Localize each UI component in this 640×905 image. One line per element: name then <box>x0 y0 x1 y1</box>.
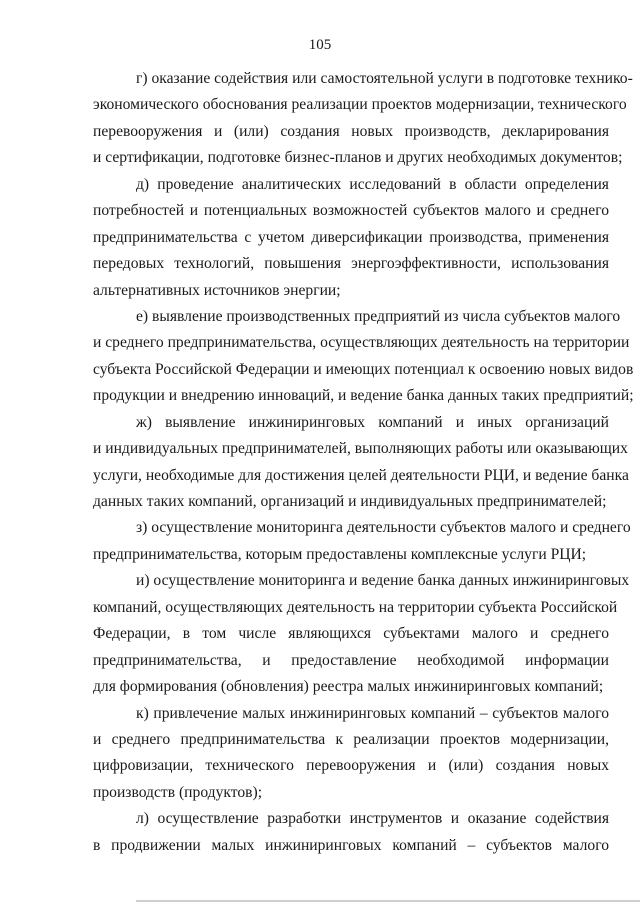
text-line: и) осуществление мониторинга и ведение банка данных инжиниринговых <box>136 572 630 590</box>
paragraph-z <box>93 515 631 568</box>
text-line: передовых технологий, повышения энергоэффективности, использования <box>93 255 609 273</box>
text-line: предпринимательства с учетом диверсификации производства, применения <box>93 228 609 246</box>
paragraph-d <box>93 172 609 304</box>
text-line: е) выявление производственных предприятий из числа субъектов малого <box>136 307 621 325</box>
text-line: продукции и внедрению инноваций, и ведение банка данных таких предприятий; <box>93 387 634 405</box>
paragraph-e <box>93 304 634 410</box>
scan-edge-line <box>136 900 640 902</box>
text-line: и среднего предпринимательства, осуществляющих деятельность на территории <box>93 334 630 352</box>
text-line: з) осуществление мониторинга деятельности субъектов малого и среднего <box>136 519 631 537</box>
text-line: альтернативных источников энергии; <box>93 281 341 299</box>
text-line: потребностей и потенциальных возможностей субъектов малого и среднего <box>93 202 609 220</box>
text-line: ж) выявление инжиниринговых компаний и иных организаций <box>136 413 609 431</box>
text-line: л) осуществление разработки инструментов и оказание содействия <box>136 810 609 828</box>
text-line: производств (продуктов); <box>93 783 263 801</box>
paragraph-zh <box>93 410 629 516</box>
document-body <box>93 66 634 859</box>
text-line: Федерации, в том числе являющихся субъектами малого и среднего <box>93 625 609 643</box>
text-line: и сертификации, подготовке бизнес-планов и других необходимых документов; <box>93 149 623 167</box>
text-line: д) проведение аналитических исследований в области определения <box>136 175 609 193</box>
paragraph-k <box>93 701 609 807</box>
text-line: цифровизации, технического перевооружения и (или) создания новых <box>93 757 609 775</box>
text-line: и среднего предпринимательства к реализации проектов модернизации, <box>93 730 609 748</box>
text-line: в продвижении малых инжиниринговых компаний – субъектов малого <box>93 836 609 854</box>
text-line: к) привлечение малых инжиниринговых компаний – субъектов малого <box>136 704 609 722</box>
paragraph-l <box>93 806 609 859</box>
text-line: субъекта Российской Федерации и имеющих потенциал к освоению новых видов <box>93 360 634 378</box>
text-line: данных таких компаний, организаций и индивидуальных предпринимателей; <box>93 493 607 510</box>
text-line: компаний, осуществляющих деятельность на территории субъекта Российской <box>93 598 618 616</box>
paragraph-i <box>93 568 630 700</box>
text-line: экономического обоснования реализации проектов модернизации, технического <box>93 96 627 114</box>
text-line: г) оказание содействия или самостоятельной услуги в подготовке технико- <box>136 70 633 87</box>
text-line: и индивидуальных предпринимателей, выполняющих работы или оказывающих <box>93 440 628 458</box>
text-line: перевооружения и (или) создания новых производств, декларирования <box>93 122 609 140</box>
page-number: 105 <box>308 37 332 53</box>
text-line: услуги, необходимые для достижения целей деятельности РЦИ, и ведение банка <box>93 466 629 484</box>
text-line: предпринимательства, которым предоставлены комплексные услуги РЦИ; <box>93 545 587 563</box>
text-line: предпринимательства, и предоставление необходимой информации <box>93 651 609 669</box>
paragraph-g <box>93 66 633 172</box>
text-line: для формирования (обновления) реестра малых инжиниринговых компаний; <box>93 678 604 696</box>
